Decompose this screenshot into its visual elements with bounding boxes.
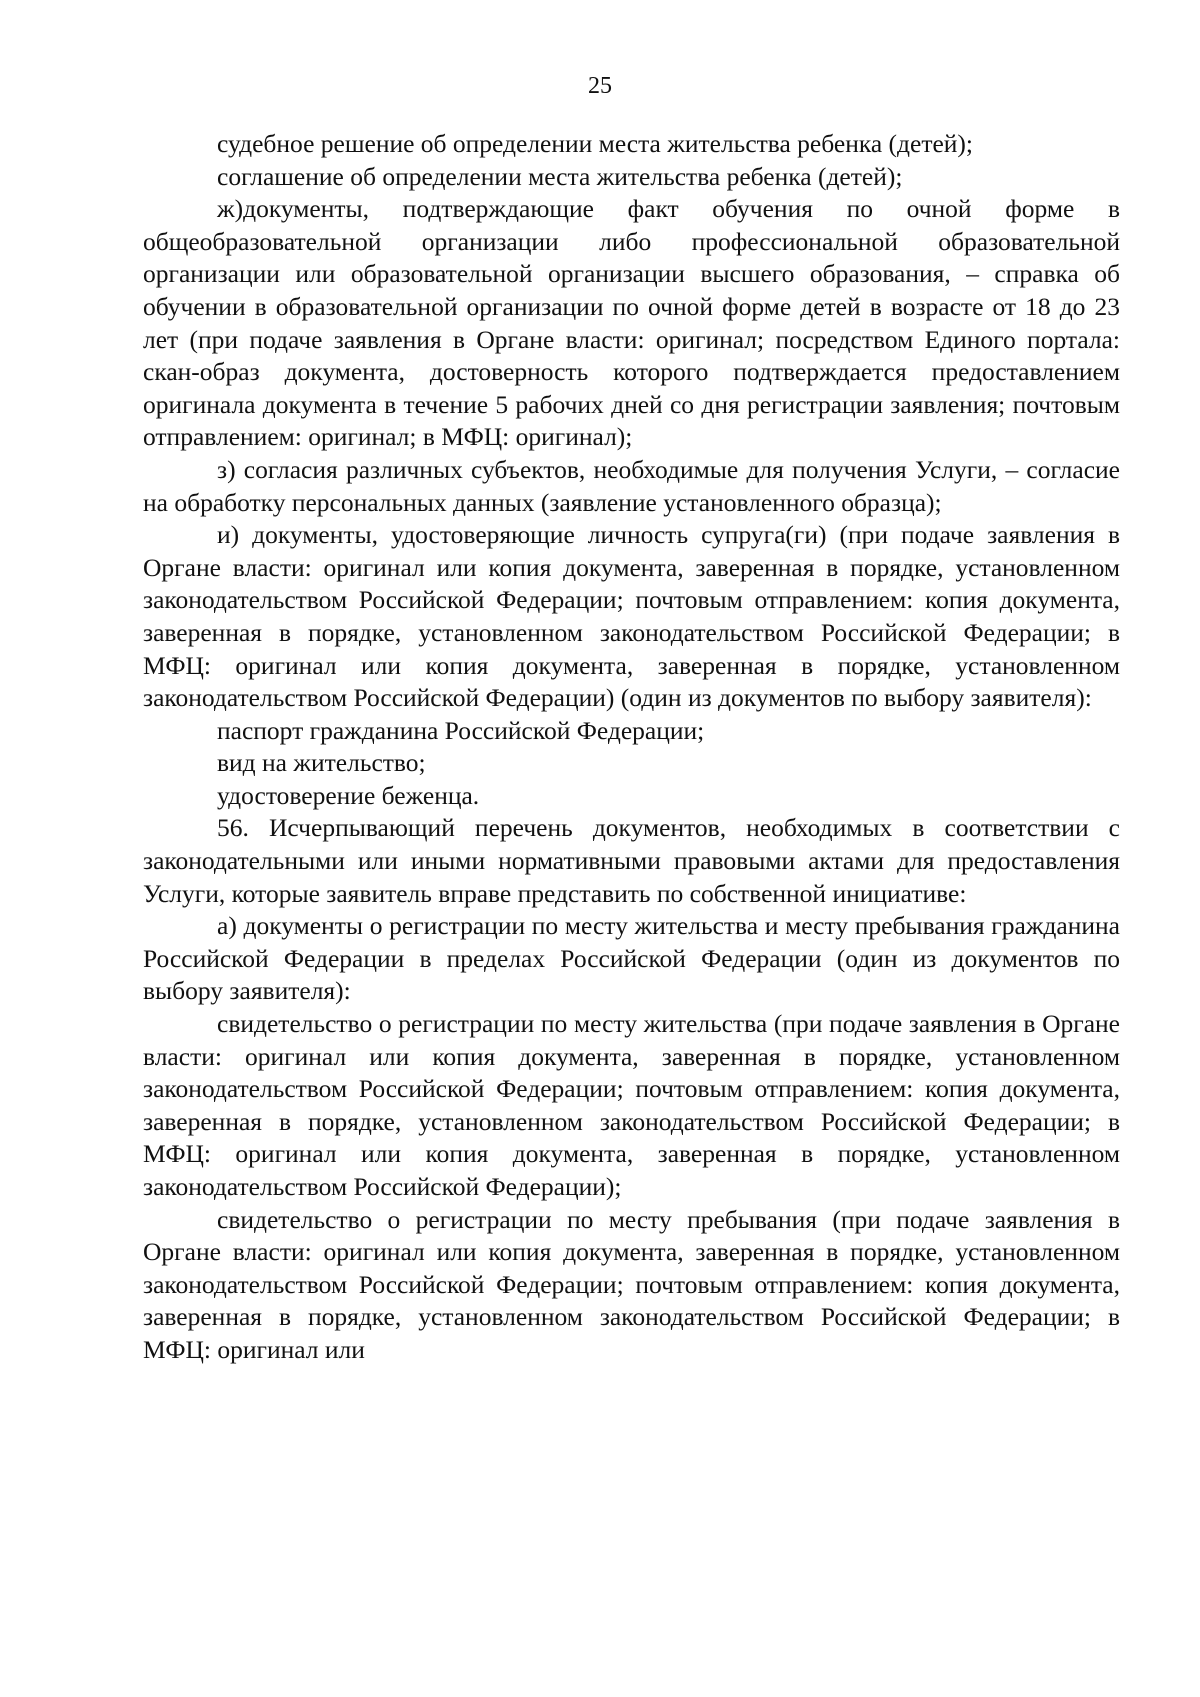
paragraph-refugee-certificate: удостоверение беженца. [217, 780, 480, 810]
paragraph-item-zh-education-proof: ж)документы, подтверждающие факт обучения по очной форме в общеобразовательной организации либо профессиональной образовательной организации или образовательной организации высшего образования, – справка об обучении в образовательной организации по очной форме детей в возрасте от 18 до 23 лет (при подаче заявления в Органе власти: оригинал; посредством Единого портала: скан-образ документа, достоверность которого подтверждается предоставлением оригинала документа в течение 5 рабочих дней со дня регистрации заявления; почтовым отправлением: оригинал; в МФЦ: оригинал); [143, 194, 1120, 452]
paragraph-residence-registration: свидетельство о регистрации по месту жительства (при подаче заявления в Органе власти: оригинал или копия документа, заверенная в порядке, установленном законодательством Российской Федерации; почтовым отправлением: копия документа, заверенная в порядке, установленном законодательством Российской Федерации; в МФЦ: оригинал или копия документа, заверенная в порядке, установленном законодательством Российской Федерации); [143, 1009, 1120, 1201]
paragraph-section-56: 56. Исчерпывающий перечень документов, необходимых в соответствии с законодательными или иными нормативными правовыми актами для предоставления Услуги, которые заявитель вправе представить по собственной инициативе: [143, 813, 1120, 908]
paragraph-court-decision: судебное решение об определении места жительства ребенка (детей); [217, 129, 974, 158]
page-number: 25 [588, 73, 612, 99]
paragraph-item-i-spouse-identity: и) документы, удостоверяющие личность супруга(ги) (при подаче заявления в Органе власти: оригинал или копия документа, заверенная в порядке, установленном законодательством Российской Федерации; почтовым отправлением: копия документа, заверенная в порядке, установленном законодательством Российской Федерации; в МФЦ: оригинал или копия документа, заверенная в порядке, установленном законодательством Российской Федерации) (один из документов по выбору заявителя): [143, 520, 1120, 713]
document-body [143, 128, 1120, 1367]
paragraph-item-z-consents: з) согласия различных субъектов, необходимые для получения Услуги, – согласие на обработку персональных данных (заявление установленного образца); [143, 454, 1120, 517]
paragraph-item-a-registration-docs: а) документы о регистрации по месту жительства и месту пребывания гражданина Российской Федерации в пределах Российской Федерации (один из документов по выбору заявителя): [143, 911, 1120, 1006]
paragraph-passport: паспорт гражданина Российской Федерации; [217, 715, 705, 745]
paragraph-residence-permit: вид на жительство; [217, 748, 426, 778]
paragraph-agreement: соглашение об определении места жительства ребенка (детей); [217, 161, 903, 191]
paragraph-stay-registration: свидетельство о регистрации по месту пребывания (при подаче заявления в Органе власти: оригинал или копия документа, заверенная в порядке, установленном законодательством Российской Федерации; почтовым отправлением: копия документа, заверенная в порядке, установленном законодательством Российской Федерации; в МФЦ: оригинал или [143, 1204, 1120, 1364]
